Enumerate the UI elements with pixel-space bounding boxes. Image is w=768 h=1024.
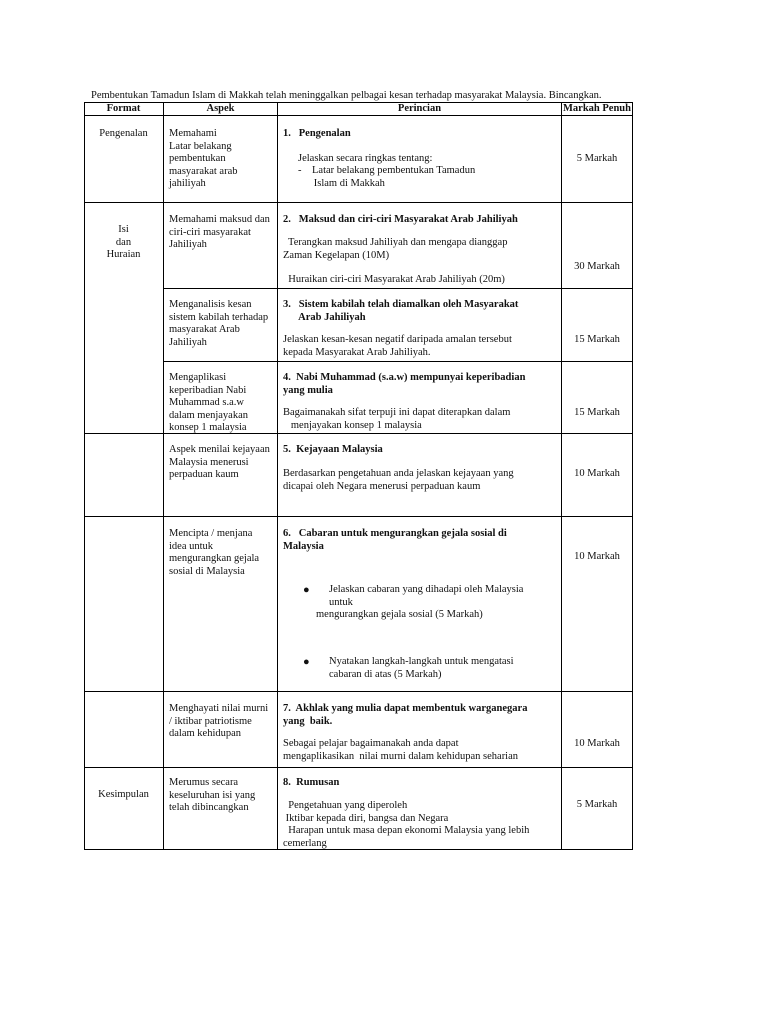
aspek-cell: Memahami maksud dan ciri-ciri masyarakat Jahiliyah — [169, 214, 270, 250]
item-bullet: Nyatakan langkah-langkah untuk mengatasi cabaran di atas (5 Markah) — [329, 656, 514, 680]
row-divider — [163, 361, 633, 362]
format-cell: Kesimpulan — [98, 789, 149, 800]
aspek-cell: Menghayati nilai murni / iktibar patriotisme dalam kehidupan — [169, 703, 269, 739]
aspek-cell: Memahami Latar belakang pembentukan masyarakat arab jahiliyah — [169, 128, 238, 189]
question-intro: Pembentukan Tamadun Islam di Makkah telah meninggalkan pelbagai kesan terhadap masyarakat Malaysia. Bincangkan. — [91, 90, 602, 101]
table-border-left — [84, 102, 85, 850]
column-divider-1 — [163, 102, 164, 850]
markah-cell: 30 Markah — [574, 261, 620, 272]
header-perincian: Perincian — [397, 103, 442, 114]
item-title: 4. Nabi Muhammad (s.a.w) mempunyai keperibadian yang mulia — [283, 372, 526, 396]
markah-cell: 10 Markah — [574, 468, 620, 479]
table-border-right — [632, 102, 633, 850]
item-title: 2. Maksud dan ciri-ciri Masyarakat Arab Jahiliyah — [283, 214, 518, 225]
markah-cell: 5 Markah — [576, 799, 618, 810]
row-divider — [84, 691, 633, 692]
aspek-cell: Merumus secara keseluruhan isi yang telah dibincangkan — [169, 777, 256, 813]
bullet-icon: ● — [303, 584, 310, 596]
item-title: 1. Pengenalan — [283, 128, 351, 139]
format-cell: Pengenalan — [99, 128, 148, 139]
header-format: Format — [106, 103, 141, 114]
markah-cell: 15 Markah — [574, 334, 620, 345]
header-aspek: Aspek — [206, 103, 235, 114]
markah-cell: 15 Markah — [574, 407, 620, 418]
bullet-icon: ● — [303, 656, 310, 668]
marking-scheme-table — [84, 102, 633, 850]
row-divider — [84, 767, 633, 768]
markah-cell: 5 Markah — [576, 153, 618, 164]
item-title: 7. Akhlak yang mulia dapat membentuk warganegara yang baik. — [283, 703, 528, 727]
column-divider-2 — [277, 102, 278, 850]
item-bullet: Jelaskan cabaran yang dihadapi oleh Malaysia untuk — [329, 584, 524, 608]
item-body: Bagaimanakah sifat terpuji ini dapat diterapkan dalam menjayakan konsep 1 malaysia — [283, 407, 511, 431]
item-body: Huraikan ciri-ciri Masyarakat Arab Jahiliyah (20m) — [283, 274, 505, 285]
header-markah: Markah Penuh — [563, 103, 631, 114]
format-cell: Isi dan Huraian — [106, 224, 141, 260]
aspek-cell: Aspek menilai kejayaan Malaysia menerusi perpaduan kaum — [169, 444, 270, 480]
aspek-cell: Mencipta / menjana idea untuk mengurangkan gejala sosial di Malaysia — [169, 528, 260, 577]
item-body: Terangkan maksud Jahiliyah dan mengapa dianggap Zaman Kegelapan (10M) — [283, 237, 508, 261]
row-divider — [84, 433, 633, 434]
aspek-cell: Menganalisis kesan sistem kabilah terhadap masyarakat Arab Jahiliyah — [169, 299, 269, 348]
item-body: - Latar belakang pembentukan Tamadun Islam di Makkah — [298, 165, 476, 189]
row-divider — [84, 202, 633, 203]
item-body: Sebagai pelajar bagaimanakah anda dapat mengaplikasikan nilai murni dalam kehidupan seharian — [283, 738, 519, 762]
item-body: Jelaskan secara ringkas tentang: — [298, 153, 433, 164]
item-title: 8. Rumusan — [283, 777, 340, 788]
item-bullet-continuation: mengurangkan gejala sosial (5 Markah) — [316, 609, 483, 620]
item-body: Berdasarkan pengetahuan anda jelaskan kejayaan yang dicapai oleh Negara menerusi perpaduan kaum — [283, 468, 514, 492]
item-title: 3. Sistem kabilah telah diamalkan oleh Masyarakat Arab Jahiliyah — [283, 299, 519, 323]
item-title: 5. Kejayaan Malaysia — [283, 444, 383, 455]
row-divider — [163, 288, 633, 289]
item-body: Pengetahuan yang diperoleh Iktibar kepada diri, bangsa dan Negara Harapan untuk masa depan ekonomi Malaysia yang lebih cemerlang — [283, 800, 530, 849]
aspek-cell: Mengaplikasi keperibadian Nabi Muhammad s.a.w dalam menjayakan konsep 1 malaysia — [169, 372, 249, 433]
markah-cell: 10 Markah — [574, 551, 620, 562]
markah-cell: 10 Markah — [574, 738, 620, 749]
item-body: Jelaskan kesan-kesan negatif daripada amalan tersebut kepada Masyarakat Arab Jahiliyah. — [283, 334, 512, 358]
row-divider — [84, 516, 633, 517]
item-title: 6. Cabaran untuk mengurangkan gejala sosial di Malaysia — [283, 528, 507, 552]
